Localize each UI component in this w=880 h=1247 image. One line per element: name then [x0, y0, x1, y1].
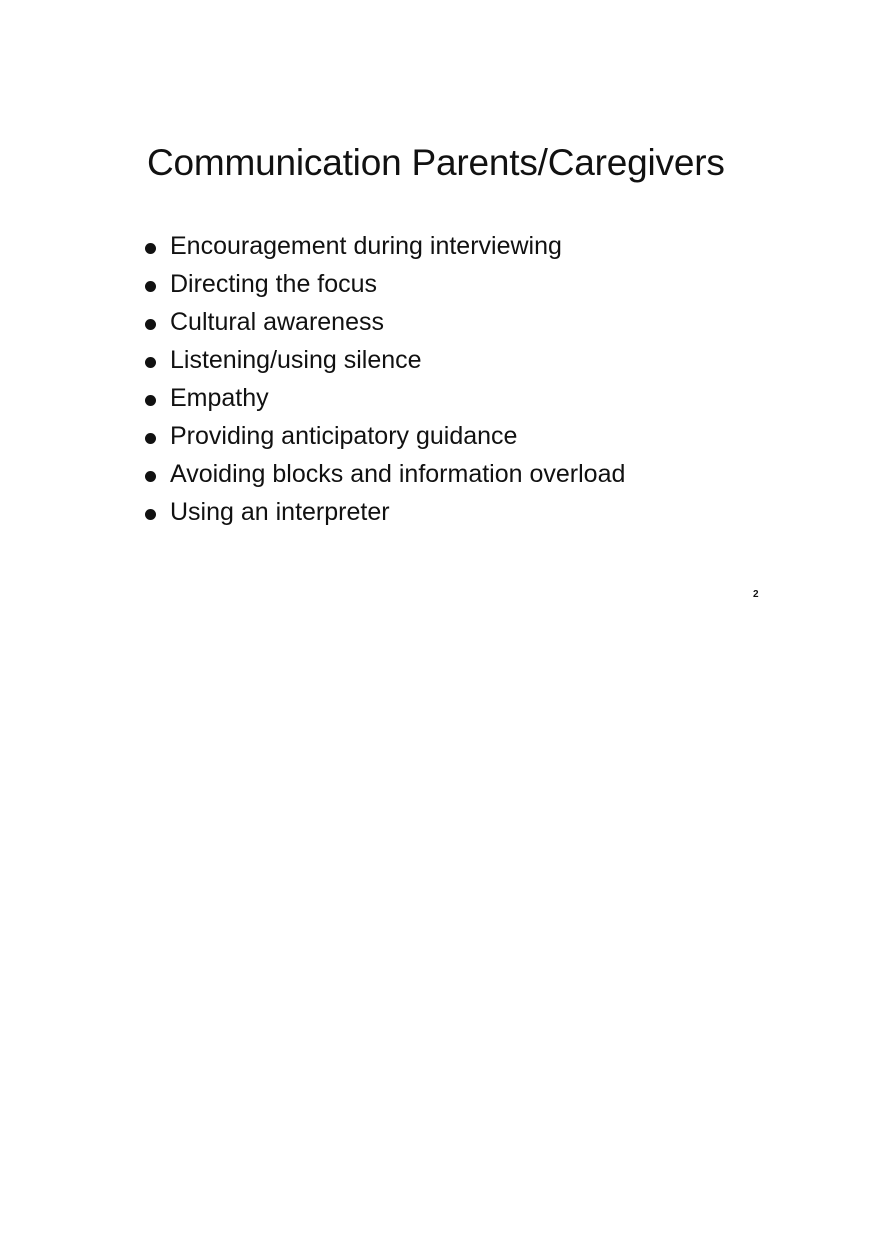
bullet-dot-icon [145, 319, 156, 330]
slide-title: Communication Parents/Caregivers [147, 142, 725, 183]
bullet-item [145, 227, 625, 265]
page-number: 2 [753, 589, 759, 600]
bullet-text: Directing the focus [170, 269, 378, 298]
bullet-item [145, 303, 625, 341]
bullet-text: Providing anticipatory guidance [170, 421, 518, 450]
bullet-text: Listening/using silence [170, 345, 422, 374]
bullet-dot-icon [145, 433, 156, 444]
bullet-dot-icon [145, 243, 156, 254]
bullet-item [145, 417, 625, 455]
bullet-dot-icon [145, 395, 156, 406]
bullet-item [145, 379, 625, 417]
bullet-list [145, 227, 625, 531]
bullet-item [145, 341, 625, 379]
bullet-dot-icon [145, 281, 156, 292]
bullet-item [145, 493, 625, 531]
bullet-text: Using an interpreter [170, 497, 390, 526]
bullet-dot-icon [145, 357, 156, 368]
bullet-text: Encouragement during interviewing [170, 231, 562, 260]
bullet-text: Avoiding blocks and information overload [170, 459, 626, 488]
bullet-dot-icon [145, 471, 156, 482]
bullet-item [145, 265, 625, 303]
bullet-dot-icon [145, 509, 156, 520]
bullet-text: Empathy [170, 383, 269, 412]
bullet-text: Cultural awareness [170, 307, 384, 336]
bullet-item [145, 455, 625, 493]
